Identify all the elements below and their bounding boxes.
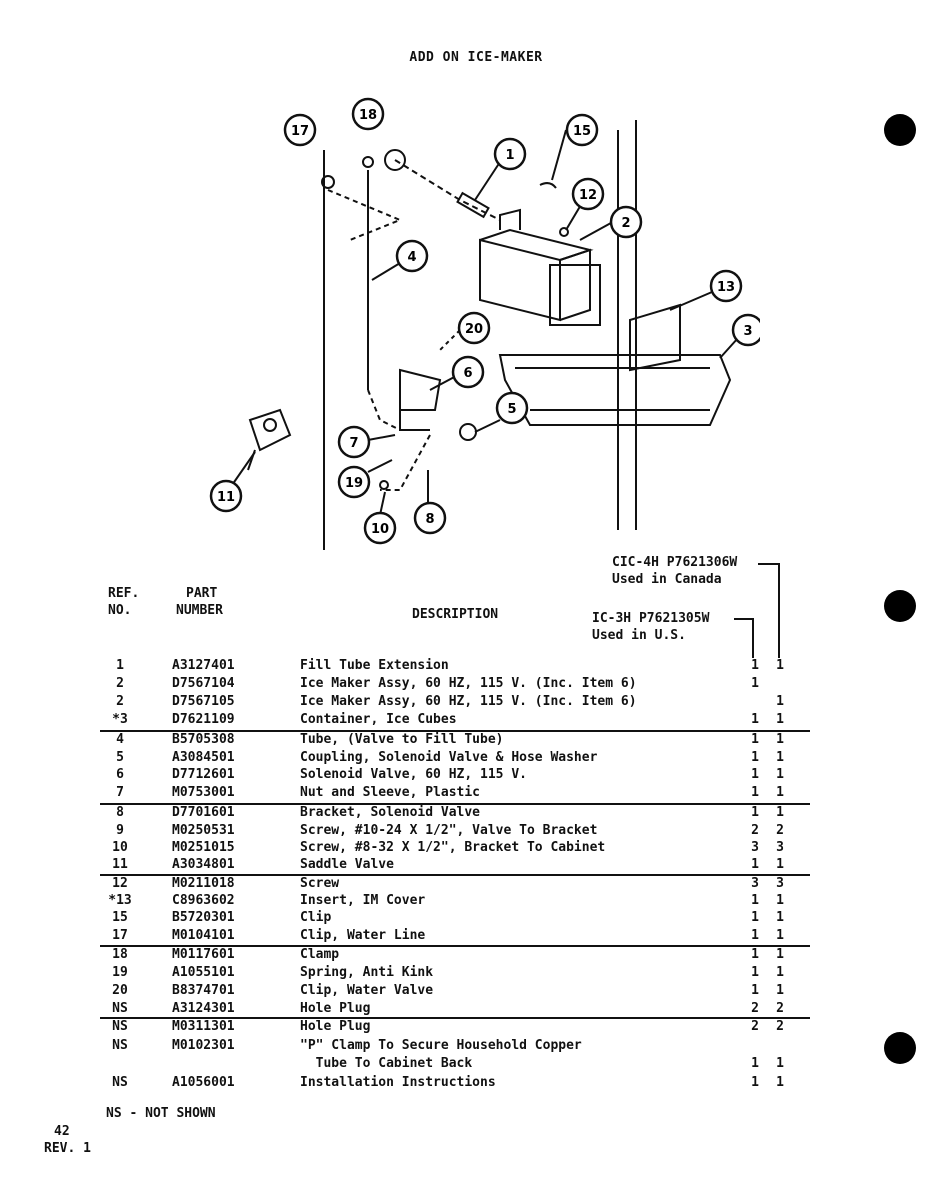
qty-canada: 1 [776,1056,784,1071]
ref-no: NS [112,1019,128,1034]
description: Hole Plug [300,1019,371,1034]
description: Clip [300,910,332,925]
part-header-line2: NUMBER [176,603,223,618]
qty-us: 1 [751,1075,759,1090]
revision: REV. 1 [44,1141,91,1156]
description: Container, Ice Cubes [300,712,457,727]
table-row [100,910,800,928]
part-number: M0211018 [172,876,235,891]
qty-us: 1 [751,965,759,980]
table-row [100,947,800,965]
ref-no: 18 [112,947,128,962]
ref-no: 6 [116,767,124,782]
qty-us: 1 [751,767,759,782]
ref-no: 2 [116,676,124,691]
model-b-bracket [734,618,754,620]
part-number: D7701601 [172,805,235,820]
ref-no: 1 [116,658,124,673]
model-b-header-line1: IC-3H P7621305W [592,611,710,626]
description: Fill Tube Extension [300,658,449,673]
description: Hole Plug [300,1001,371,1016]
description: Spring, Anti Kink [300,965,434,980]
callout-label: 4 [407,250,417,265]
table-row [100,750,800,768]
part-number: B8374701 [172,983,235,998]
qty-canada: 1 [776,928,784,943]
qty-canada: 1 [776,893,784,908]
model-a-bracket-drop [778,563,780,658]
page-number: 42 [54,1124,70,1139]
qty-us: 3 [751,876,759,891]
qty-canada: 1 [776,1075,784,1090]
table-row [100,876,800,894]
part-number: B5720301 [172,910,235,925]
table-row [100,1075,800,1093]
table-row [100,928,800,946]
callout-label: 19 [344,476,364,491]
description: Screw [300,876,340,891]
ref-no: 17 [112,928,128,943]
table-row [100,857,800,875]
table-row [100,712,800,730]
qty-us: 1 [751,893,759,908]
callout-label: 17 [290,124,310,139]
ref-header-line2: NO. [108,603,132,618]
ref-no: 4 [116,732,124,747]
qty-us: 1 [751,857,759,872]
qty-us: 1 [751,805,759,820]
qty-canada: 3 [776,840,784,855]
part-number: M0250531 [172,823,235,838]
callout-label: 10 [370,522,390,537]
qty-canada: 3 [776,876,784,891]
part-number: C8963602 [172,893,235,908]
qty-us: 1 [751,1056,759,1071]
part-number: A3084501 [172,750,235,765]
model-b-bracket-drop [752,618,754,658]
ref-no: 9 [116,823,124,838]
table-row [100,823,800,841]
qty-canada: 1 [776,857,784,872]
qty-us: 1 [751,928,759,943]
part-number: D7567105 [172,694,235,709]
description-header: DESCRIPTION [412,607,499,622]
ref-no: 5 [116,750,124,765]
model-a-bracket [758,563,780,565]
qty-us: 2 [751,1019,759,1034]
table-row [100,732,800,750]
part-number: A1056001 [172,1075,235,1090]
exploded-parts-diagram [200,90,760,550]
description: Tube, (Valve to Fill Tube) [300,732,504,747]
part-number: M0117601 [172,947,235,962]
part-number: D7621109 [172,712,235,727]
qty-canada: 1 [776,983,784,998]
callout-label: 11 [216,490,236,505]
callout-label: 13 [716,280,736,295]
table-row [100,1056,800,1074]
ref-no: 7 [116,785,124,800]
part-number: M0753001 [172,785,235,800]
qty-canada: 1 [776,965,784,980]
part-number: A3124301 [172,1001,235,1016]
description: Clip, Water Valve [300,983,434,998]
qty-us: 2 [751,1001,759,1016]
qty-us: 1 [751,947,759,962]
ref-header-line1: REF. [108,586,140,601]
description: Clip, Water Line [300,928,426,943]
description: Installation Instructions [300,1075,496,1090]
qty-us: 1 [751,676,759,691]
description: Coupling, Solenoid Valve & Hose Washer [300,750,598,765]
table-row [100,893,800,911]
callout-label: 20 [464,322,484,337]
part-number: A3034801 [172,857,235,872]
qty-canada: 2 [776,1019,784,1034]
qty-canada: 1 [776,947,784,962]
part-number: M0251015 [172,840,235,855]
qty-us: 2 [751,823,759,838]
table-row [100,694,800,712]
part-number: A3127401 [172,658,235,673]
qty-canada: 1 [776,658,784,673]
callout-label: 6 [463,366,473,381]
ref-no: 10 [112,840,128,855]
qty-us: 1 [751,785,759,800]
ref-no: 15 [112,910,128,925]
description: "P" Clamp To Secure Household Copper [300,1038,582,1053]
ref-no: *3 [112,712,128,727]
qty-canada: 1 [776,767,784,782]
description: Saddle Valve [300,857,394,872]
ref-no: NS [112,1075,128,1090]
qty-canada: 1 [776,712,784,727]
part-number: D7712601 [172,767,235,782]
table-row [100,983,800,1001]
table-row [100,658,800,676]
table-row [100,965,800,983]
part-number: A1055101 [172,965,235,980]
page-title: ADD ON ICE-MAKER [409,50,543,65]
description: Solenoid Valve, 60 HZ, 115 V. [300,767,527,782]
table-row [100,1038,800,1056]
qty-us: 1 [751,712,759,727]
qty-us: 3 [751,840,759,855]
part-number: D7567104 [172,676,235,691]
qty-canada: 1 [776,785,784,800]
ref-no: 19 [112,965,128,980]
callout-label: 12 [578,188,598,203]
qty-canada: 1 [776,732,784,747]
ref-no: 12 [112,876,128,891]
description: Insert, IM Cover [300,893,426,908]
ref-no: NS [112,1038,128,1053]
callout-label: 3 [743,324,753,339]
qty-us: 1 [751,658,759,673]
ref-no: NS [112,1001,128,1016]
description: Clamp [300,947,340,962]
qty-canada: 2 [776,1001,784,1016]
not-shown-note: NS - NOT SHOWN [106,1106,216,1121]
qty-us: 1 [751,983,759,998]
qty-canada: 2 [776,823,784,838]
description: Ice Maker Assy, 60 HZ, 115 V. (Inc. Item 6) [300,676,637,691]
table-row [100,805,800,823]
model-a-header-line1: CIC-4H P7621306W [612,555,738,570]
qty-canada: 1 [776,750,784,765]
table-row [100,1019,800,1037]
part-number: M0311301 [172,1019,235,1034]
model-a-header-line2: Used in Canada [612,572,722,587]
qty-canada: 1 [776,694,784,709]
callout-label: 7 [349,436,359,451]
model-b-header-line2: Used in U.S. [592,628,686,643]
table-row [100,676,800,694]
callout-label: 8 [425,512,435,527]
ref-no: 8 [116,805,124,820]
description: Ice Maker Assy, 60 HZ, 115 V. (Inc. Item 6) [300,694,637,709]
qty-canada: 1 [776,910,784,925]
callout-label: 15 [572,124,592,139]
qty-us: 1 [751,750,759,765]
table-row [100,785,800,803]
qty-canada: 1 [776,805,784,820]
table-row [100,767,800,785]
callout-label: 5 [507,402,517,417]
callout-label: 1 [505,148,515,163]
ref-no: 11 [112,857,128,872]
part-header-line1: PART [186,586,218,601]
callout-label: 2 [621,216,631,231]
description: Tube To Cabinet Back [300,1056,473,1071]
description: Bracket, Solenoid Valve [300,805,481,820]
qty-us: 1 [751,732,759,747]
binder-hole-middle [884,590,916,622]
qty-us: 1 [751,910,759,925]
binder-hole-bottom [884,1032,916,1064]
ref-no: 2 [116,694,124,709]
description: Nut and Sleeve, Plastic [300,785,481,800]
table-row [100,840,800,858]
part-number: M0104101 [172,928,235,943]
callout-label: 18 [358,108,378,123]
part-number: M0102301 [172,1038,235,1053]
description: Screw, #10-24 X 1/2", Valve To Bracket [300,823,598,838]
ref-no: 20 [112,983,128,998]
part-number: B5705308 [172,732,235,747]
ref-no: *13 [108,893,132,908]
description: Screw, #8-32 X 1/2", Bracket To Cabinet [300,840,606,855]
binder-hole-top [884,114,916,146]
